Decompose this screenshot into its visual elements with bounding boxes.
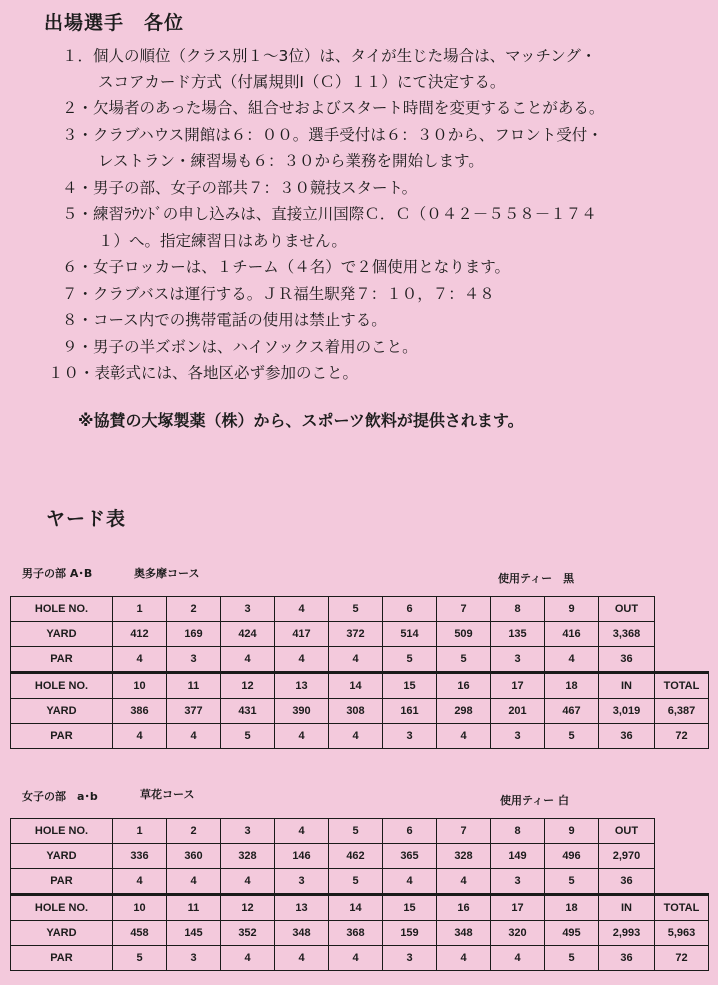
- table-cell: 18: [545, 673, 599, 699]
- women-tee-label: 使用ティー 白: [500, 794, 569, 807]
- table-cell: 5: [545, 724, 599, 749]
- table-cell: 372: [329, 622, 383, 647]
- table-cell: 149: [491, 844, 545, 869]
- women-yardage-table: [10, 818, 709, 971]
- table-cell: TOTAL: [655, 895, 709, 921]
- table-cell: HOLE NO.: [11, 597, 113, 622]
- table-cell: 4: [167, 724, 221, 749]
- table-cell: 3: [167, 647, 221, 673]
- table-cell: 431: [221, 699, 275, 724]
- men-tee-label: 使用ティー 黒: [498, 572, 575, 585]
- table-cell: 467: [545, 699, 599, 724]
- table-cell: 365: [383, 844, 437, 869]
- table-cell: 417: [275, 622, 329, 647]
- table-cell: 4: [275, 819, 329, 844]
- table-cell: 4: [437, 869, 491, 895]
- table-cell: 4: [275, 597, 329, 622]
- table-cell: 2,970: [599, 844, 655, 869]
- table-cell: 10: [113, 673, 167, 699]
- table-cell: 5: [329, 597, 383, 622]
- rule-line: ５・練習ﾗｳﾝﾄﾞの申し込みは、直接立川国際Ｃ．Ｃ（０４２－５５８－１７４: [62, 205, 597, 223]
- table-row: [11, 597, 709, 622]
- table-cell: 320: [491, 921, 545, 946]
- table-cell: 424: [221, 622, 275, 647]
- table-cell: PAR: [11, 946, 113, 971]
- table-cell: 3: [491, 724, 545, 749]
- table-cell: HOLE NO.: [11, 895, 113, 921]
- table-cell: 146: [275, 844, 329, 869]
- table-cell: 4: [221, 869, 275, 895]
- rule-line: レストラン・練習場も６：３０から業務を開始します。: [98, 152, 484, 170]
- table-cell: 390: [275, 699, 329, 724]
- table-cell: 4: [437, 724, 491, 749]
- table-cell: 2: [167, 819, 221, 844]
- table-cell: 5: [221, 724, 275, 749]
- table-cell: 1: [113, 819, 167, 844]
- table-cell: 161: [383, 699, 437, 724]
- table-cell: 3: [167, 946, 221, 971]
- table-cell: 145: [167, 921, 221, 946]
- table-cell: 8: [491, 819, 545, 844]
- table-cell: 4: [275, 647, 329, 673]
- empty-cell: [655, 622, 709, 647]
- empty-cell: [655, 597, 709, 622]
- table-cell: 4: [113, 724, 167, 749]
- table-cell: 36: [599, 724, 655, 749]
- table-cell: 12: [221, 895, 275, 921]
- table-cell: IN: [599, 673, 655, 699]
- table-cell: OUT: [599, 597, 655, 622]
- table-cell: 3,019: [599, 699, 655, 724]
- table-cell: 72: [655, 946, 709, 971]
- table-cell: 3,368: [599, 622, 655, 647]
- table-cell: 3: [275, 869, 329, 895]
- table-cell: 17: [491, 895, 545, 921]
- table-cell: 336: [113, 844, 167, 869]
- table-cell: IN: [599, 895, 655, 921]
- rule-line: １．個人の順位（クラス別１～3位）は、タイが生じた場合は、マッチング・: [62, 47, 597, 65]
- men-course-label: 奥多摩コース: [134, 567, 200, 580]
- table-cell: 9: [545, 819, 599, 844]
- table-cell: 4: [275, 724, 329, 749]
- table-cell: 509: [437, 622, 491, 647]
- rule-line: １）へ。指定練習日はありません。: [98, 232, 347, 250]
- table-cell: 135: [491, 622, 545, 647]
- table-cell: 348: [437, 921, 491, 946]
- table-cell: 3: [491, 647, 545, 673]
- empty-cell: [655, 819, 709, 844]
- empty-cell: [655, 869, 709, 895]
- table-cell: 8: [491, 597, 545, 622]
- table-cell: 3: [383, 724, 437, 749]
- table-cell: 412: [113, 622, 167, 647]
- table-cell: 15: [383, 895, 437, 921]
- table-cell: YARD: [11, 699, 113, 724]
- table-cell: YARD: [11, 921, 113, 946]
- table-cell: 360: [167, 844, 221, 869]
- table-cell: 328: [221, 844, 275, 869]
- table-cell: 201: [491, 699, 545, 724]
- table-cell: 4: [383, 869, 437, 895]
- table-cell: 159: [383, 921, 437, 946]
- table-cell: 368: [329, 921, 383, 946]
- table-cell: 496: [545, 844, 599, 869]
- table-cell: 352: [221, 921, 275, 946]
- table-cell: 328: [437, 844, 491, 869]
- table-cell: 11: [167, 895, 221, 921]
- table-cell: 7: [437, 819, 491, 844]
- table-cell: TOTAL: [655, 673, 709, 699]
- table-cell: 3: [383, 946, 437, 971]
- table-cell: HOLE NO.: [11, 819, 113, 844]
- rule-line: ８・コース内での携帯電話の使用は禁止する。: [62, 311, 387, 329]
- table-cell: 416: [545, 622, 599, 647]
- table-row: [11, 647, 709, 673]
- table-cell: 72: [655, 724, 709, 749]
- table-cell: 348: [275, 921, 329, 946]
- table-cell: PAR: [11, 724, 113, 749]
- rule-line: ６・女子ロッカーは、１チーム（４名）で２個使用となります。: [62, 258, 510, 276]
- table-cell: 5: [545, 946, 599, 971]
- table-cell: 4: [545, 647, 599, 673]
- section-heading: ヤード表: [46, 508, 127, 530]
- table-cell: 4: [275, 946, 329, 971]
- table-cell: 2,993: [599, 921, 655, 946]
- men-division-label: 男子の部 A･B: [22, 567, 93, 580]
- table-cell: 377: [167, 699, 221, 724]
- empty-cell: [655, 647, 709, 673]
- table-cell: YARD: [11, 844, 113, 869]
- table-cell: 5: [437, 647, 491, 673]
- table-cell: 4: [113, 869, 167, 895]
- rule-line: スコアカード方式（付属規則Ⅰ（Ｃ）１１）にて決定する。: [98, 73, 506, 91]
- rule-line: ７・クラブバスは運行する。ＪＲ福生駅発７：１０，７：４８: [62, 285, 495, 303]
- table-cell: 14: [329, 895, 383, 921]
- table-row: [11, 699, 709, 724]
- table-cell: 3: [221, 597, 275, 622]
- sponsor-note: ※協賛の大塚製薬（株）から、スポーツ飲料が提供されます。: [78, 411, 524, 430]
- rule-line: ９・男子の半ズボンは、ハイソックス着用のこと。: [62, 338, 418, 356]
- table-cell: PAR: [11, 647, 113, 673]
- table-cell: 386: [113, 699, 167, 724]
- table-cell: 17: [491, 673, 545, 699]
- women-division-label: 女子の部 a･b: [22, 790, 98, 803]
- table-row: [11, 673, 709, 699]
- table-cell: 3: [221, 819, 275, 844]
- table-cell: 6: [383, 597, 437, 622]
- empty-cell: [655, 844, 709, 869]
- table-cell: 16: [437, 673, 491, 699]
- table-cell: 4: [167, 869, 221, 895]
- table-cell: 13: [275, 895, 329, 921]
- table-cell: 514: [383, 622, 437, 647]
- table-cell: 12: [221, 673, 275, 699]
- table-cell: 4: [491, 946, 545, 971]
- table-cell: 4: [437, 946, 491, 971]
- table-cell: YARD: [11, 622, 113, 647]
- table-row: [11, 819, 709, 844]
- table-row: [11, 622, 709, 647]
- table-cell: 5: [545, 869, 599, 895]
- table-cell: 4: [329, 647, 383, 673]
- table-cell: HOLE NO.: [11, 673, 113, 699]
- table-row: [11, 869, 709, 895]
- table-cell: 6,387: [655, 699, 709, 724]
- table-cell: 5: [383, 647, 437, 673]
- table-cell: 36: [599, 946, 655, 971]
- table-cell: 13: [275, 673, 329, 699]
- women-course-label: 草花コース: [140, 788, 195, 801]
- table-cell: 4: [221, 946, 275, 971]
- table-cell: 462: [329, 844, 383, 869]
- table-row: [11, 921, 709, 946]
- table-cell: 9: [545, 597, 599, 622]
- table-cell: 16: [437, 895, 491, 921]
- table-row: [11, 844, 709, 869]
- table-cell: 308: [329, 699, 383, 724]
- table-cell: 4: [113, 647, 167, 673]
- table-cell: 18: [545, 895, 599, 921]
- table-row: [11, 895, 709, 921]
- table-cell: 11: [167, 673, 221, 699]
- table-cell: 36: [599, 647, 655, 673]
- table-cell: 15: [383, 673, 437, 699]
- table-cell: 169: [167, 622, 221, 647]
- table-cell: PAR: [11, 869, 113, 895]
- table-cell: 1: [113, 597, 167, 622]
- table-cell: 4: [329, 724, 383, 749]
- table-cell: 4: [329, 946, 383, 971]
- table-cell: 7: [437, 597, 491, 622]
- table-cell: 298: [437, 699, 491, 724]
- rule-line: ２・欠場者のあった場合、組合せおよびスタート時間を変更することがある。: [62, 99, 605, 117]
- men-yardage-table: [10, 596, 709, 749]
- rule-line: ３・クラブハウス開館は６：００。選手受付は６：３０から、フロント受付・: [62, 126, 603, 144]
- table-cell: 5,963: [655, 921, 709, 946]
- table-cell: 495: [545, 921, 599, 946]
- rule-line: １０・表彰式には、各地区必ず参加のこと。: [48, 364, 359, 382]
- table-row: [11, 724, 709, 749]
- page-title: 出場選手 各位: [44, 12, 185, 34]
- table-cell: 5: [329, 819, 383, 844]
- table-cell: 458: [113, 921, 167, 946]
- table-cell: 2: [167, 597, 221, 622]
- table-cell: 5: [113, 946, 167, 971]
- table-cell: 6: [383, 819, 437, 844]
- table-cell: 36: [599, 869, 655, 895]
- table-cell: OUT: [599, 819, 655, 844]
- table-row: [11, 946, 709, 971]
- table-cell: 3: [491, 869, 545, 895]
- table-cell: 5: [329, 869, 383, 895]
- rule-line: ４・男子の部、女子の部共７：３０競技スタート。: [62, 179, 418, 197]
- table-cell: 10: [113, 895, 167, 921]
- table-cell: 4: [221, 647, 275, 673]
- table-cell: 14: [329, 673, 383, 699]
